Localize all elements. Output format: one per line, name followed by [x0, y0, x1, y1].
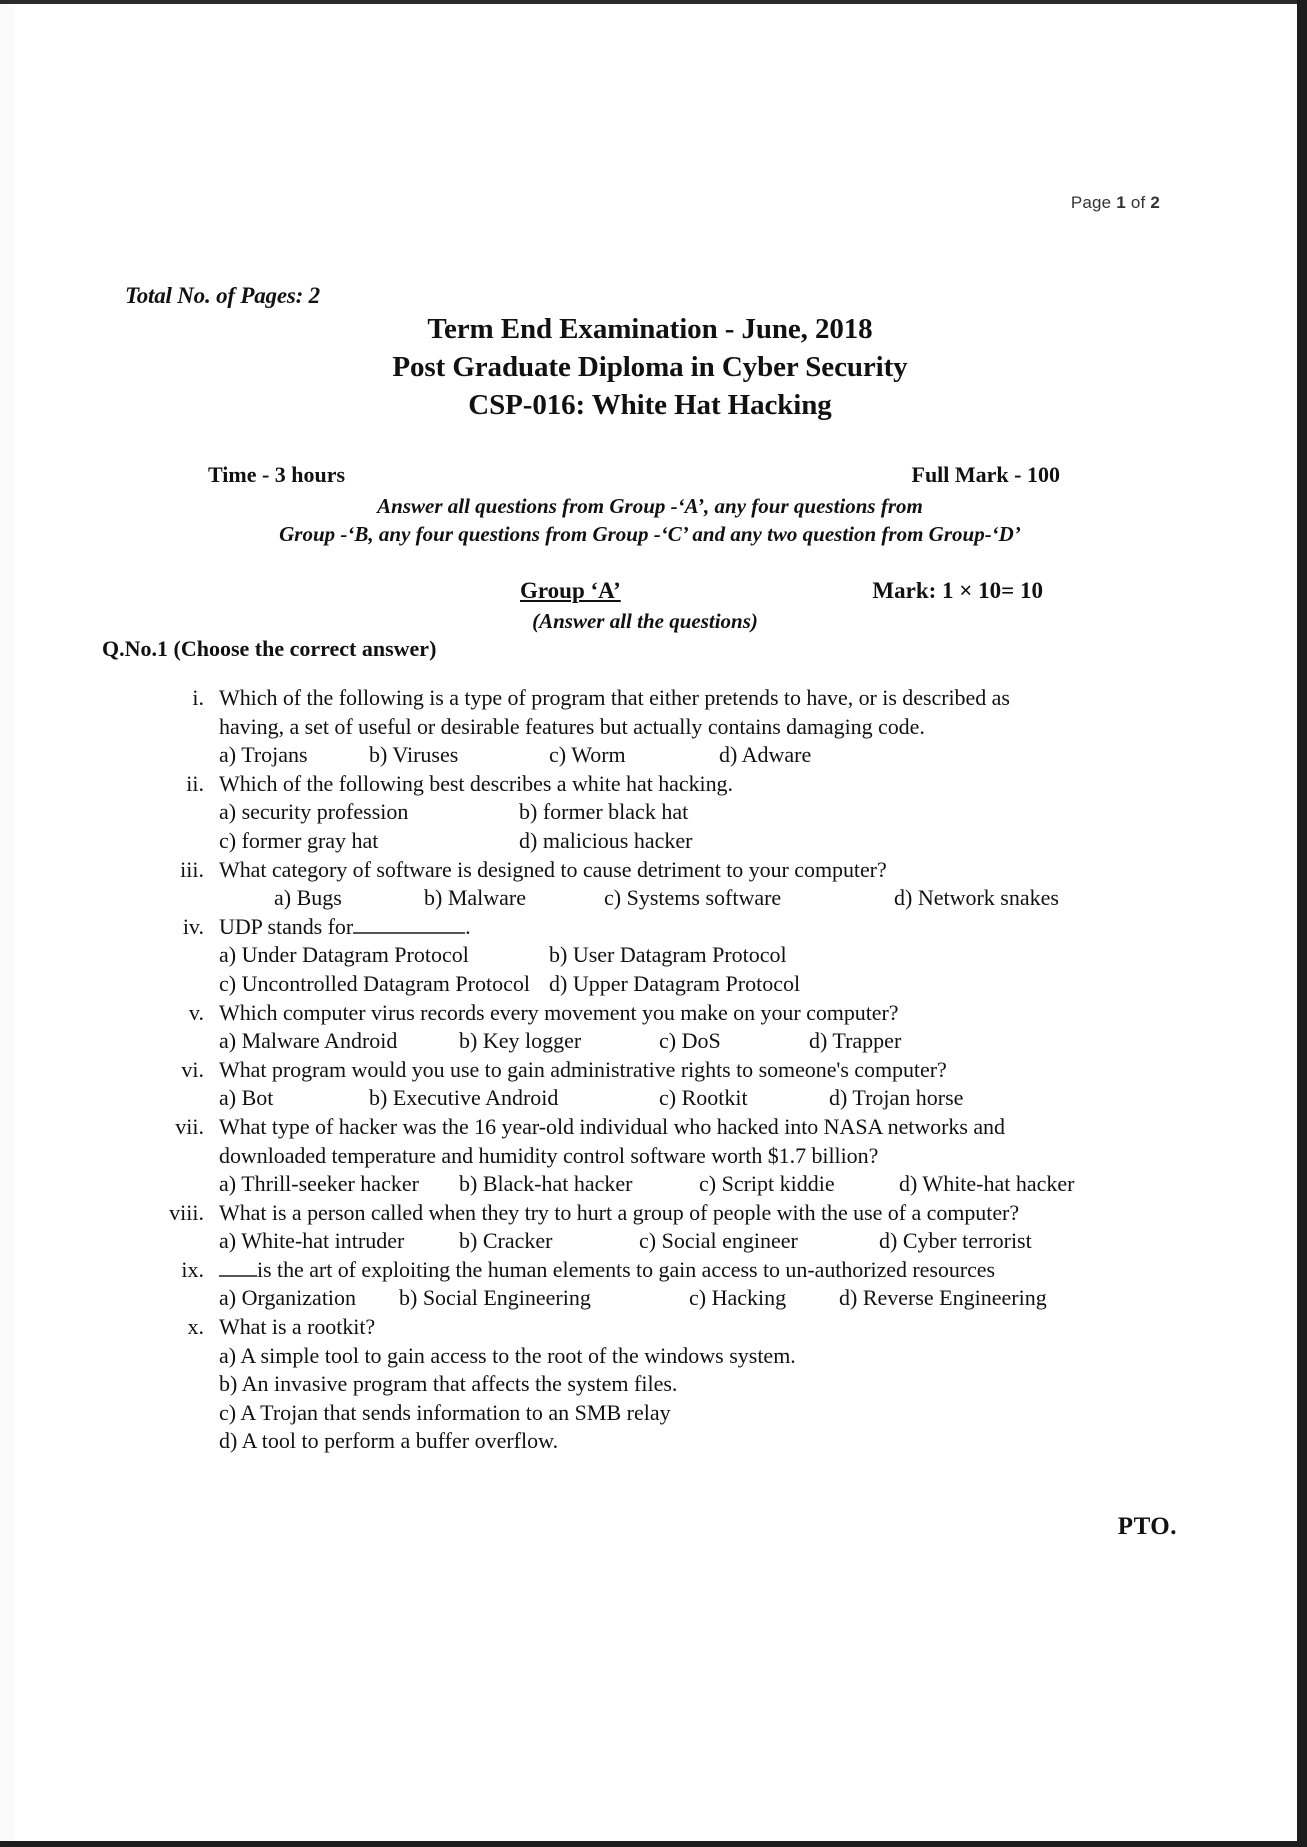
option-iv-c[interactable]: c) Uncontrolled Datagram Protocol: [219, 970, 530, 996]
page-turn-over-note: PTO.: [1117, 1513, 1177, 1540]
option-viii-d[interactable]: d) Cyber terrorist: [879, 1228, 1032, 1254]
question-options-viii: [219, 1227, 1150, 1256]
option-vii-c[interactable]: c) Script kiddie: [699, 1171, 835, 1197]
question-body-viii: [219, 1199, 1150, 1256]
running-header-current-page: 1: [1116, 193, 1126, 212]
running-header-separator: of: [1125, 193, 1151, 212]
question-numeral-ii: ii.: [186, 770, 204, 796]
option-v-a[interactable]: a) Malware Android: [219, 1028, 398, 1054]
exam-full-mark: Full Mark - 100: [911, 462, 1060, 487]
option-ii-c[interactable]: c) former gray hat: [219, 827, 379, 853]
option-iii-a[interactable]: a) Bugs: [274, 885, 342, 911]
question-stem-v: Which computer virus records every movement you make on your computer?: [219, 999, 899, 1025]
question-item-i: [150, 684, 1150, 770]
running-header-page-number: [0, 193, 1160, 213]
option-ix-a[interactable]: a) Organization: [219, 1285, 357, 1311]
option-v-c[interactable]: c) DoS: [659, 1028, 721, 1054]
question-stem-ii: Which of the following best describes a white hat hacking.: [219, 770, 733, 796]
question-stem-ix-text: is the art of exploiting the human elements to gain access to un-authorized resources: [257, 1256, 996, 1282]
question-list: [150, 684, 1150, 1456]
question-body-i: [219, 684, 1150, 770]
option-vi-b[interactable]: b) Executive Android: [369, 1085, 559, 1111]
question-stem-iv-period: .: [465, 913, 471, 939]
option-iii-c[interactable]: c) Systems software: [604, 885, 782, 911]
question-item-iii: [150, 856, 1150, 913]
total-pages-label: Total No. of Pages: 2: [125, 283, 320, 308]
option-ii-a[interactable]: a) security profession: [219, 799, 409, 825]
question-item-viii: [150, 1199, 1150, 1256]
question-numeral-vii: vii.: [175, 1113, 204, 1139]
exam-title-line-2: Post Graduate Diploma in Cyber Security: [392, 351, 908, 383]
option-i-d[interactable]: d) Adware: [719, 742, 812, 768]
instruction-line-1: Answer all questions from Group -‘A’, any four questions from: [377, 494, 923, 518]
answer-blank-iv[interactable]: [353, 913, 465, 934]
option-iv-d[interactable]: d) Upper Datagram Protocol: [549, 970, 801, 996]
question-item-vi: [150, 1056, 1150, 1113]
question-stem-vii-line-2: downloaded temperature and humidity control software worth $1.7 billion?: [219, 1142, 879, 1168]
answer-blank-ix[interactable]: [219, 1258, 257, 1277]
question-body-iii: [219, 856, 1150, 913]
option-i-b[interactable]: b) Viruses: [369, 742, 459, 768]
exam-duration: Time - 3 hours: [208, 462, 346, 487]
question-body-x: [219, 1313, 1150, 1456]
option-vii-d[interactable]: d) White-hat hacker: [899, 1171, 1075, 1197]
exam-title-line-1: Term End Examination - June, 2018: [427, 313, 873, 345]
option-vi-d[interactable]: d) Trojan horse: [829, 1085, 964, 1111]
question-numeral-x: x.: [187, 1314, 204, 1340]
option-ix-d[interactable]: d) Reverse Engineering: [839, 1285, 1047, 1311]
option-i-a[interactable]: a) Trojans: [219, 742, 308, 768]
option-ix-c[interactable]: c) Hacking: [689, 1285, 787, 1311]
question-options-ii-row-1: [219, 798, 1150, 827]
option-x-d[interactable]: d) A tool to perform a buffer overflow.: [219, 1428, 559, 1454]
exam-instructions: [170, 492, 1130, 548]
question-item-vii: [150, 1113, 1150, 1199]
question-stem-iii: What category of software is designed to cause detriment to your computer?: [219, 856, 887, 882]
question-numeral-viii: viii.: [169, 1199, 204, 1225]
question-options-iii: [219, 884, 1150, 913]
option-ii-d[interactable]: d) malicious hacker: [519, 827, 693, 853]
exam-meta-row: [208, 462, 1060, 488]
question-body-v: [219, 999, 1150, 1056]
question-numeral-ix: ix.: [181, 1256, 204, 1282]
option-vii-b[interactable]: b) Black-hat hacker: [459, 1171, 633, 1197]
question-numeral-iv: iv.: [182, 913, 204, 939]
option-x-a[interactable]: a) A simple tool to gain access to the root of the windows system.: [219, 1342, 796, 1368]
option-v-d[interactable]: d) Trapper: [809, 1028, 902, 1054]
question-stem-i-line-2: having, a set of useful or desirable features but actually contains damaging code.: [219, 713, 925, 739]
question-stem-ix: [219, 1256, 1150, 1285]
option-vii-a[interactable]: a) Thrill-seeker hacker: [219, 1171, 419, 1197]
question-item-x: [150, 1313, 1150, 1456]
instruction-line-2: Group -‘B, any four questions from Group -‘C’ and any two question from Group-‘D’: [279, 522, 1021, 546]
question-item-ii: [150, 770, 1150, 856]
question-options-v: [219, 1027, 1150, 1056]
question-stem-x: What is a rootkit?: [219, 1314, 376, 1340]
question-body-ii: [219, 770, 1150, 856]
option-vi-a[interactable]: a) Bot: [219, 1085, 274, 1111]
running-header-prefix: Page: [1070, 193, 1117, 212]
question-stem-vii-line-1: What type of hacker was the 16 year-old individual who hacked into NASA networks and: [219, 1113, 1005, 1139]
question-item-ix: [150, 1256, 1150, 1313]
question-numeral-v: v.: [188, 999, 204, 1025]
option-iii-b[interactable]: b) Malware: [424, 885, 527, 911]
question-options-iv-row-1: [219, 941, 1150, 970]
exam-title-line-3: CSP-016: White Hat Hacking: [468, 389, 832, 421]
option-x-b[interactable]: b) An invasive program that affects the system files.: [219, 1371, 678, 1397]
group-a-subtitle: (Answer all the questions): [532, 609, 758, 633]
option-viii-b[interactable]: b) Cracker: [459, 1228, 553, 1254]
question-stem-viii: What is a person called when they try to hurt a group of people with the use of a computer?: [219, 1199, 1020, 1225]
question-stem-vi: What program would you use to gain administrative rights to someone's computer?: [219, 1056, 947, 1082]
question-options-iv-row-2: [219, 970, 1150, 999]
question-numeral-vi: vi.: [181, 1056, 204, 1082]
question-body-ix: [219, 1256, 1150, 1313]
question-body-vii: [219, 1113, 1150, 1199]
question-item-v: [150, 999, 1150, 1056]
question-number-heading: Q.No.1 (Choose the correct answer): [102, 636, 437, 661]
question-options-vii: [219, 1170, 1150, 1199]
group-a-title: Group ‘A’: [520, 578, 621, 603]
question-options-ix: [219, 1284, 1150, 1313]
option-ix-b[interactable]: b) Social Engineering: [399, 1285, 591, 1311]
option-iv-b[interactable]: b) User Datagram Protocol: [549, 942, 787, 968]
option-viii-c[interactable]: c) Social engineer: [639, 1228, 798, 1254]
question-options-ii-row-2: [219, 827, 1150, 856]
question-numeral-iii: iii.: [180, 856, 204, 882]
question-options-vi: [219, 1084, 1150, 1113]
scan-edge-right: [1297, 0, 1307, 1847]
question-stem-iv: [219, 913, 1150, 942]
question-stem-i-line-1: Which of the following is a type of program that either pretends to have, or is described as: [219, 685, 1010, 710]
option-iv-a[interactable]: a) Under Datagram Protocol: [219, 942, 469, 968]
exam-title-block: [170, 310, 1130, 424]
option-vi-c[interactable]: c) Rootkit: [659, 1085, 748, 1111]
question-stem-iv-text: UDP stands for: [219, 913, 354, 939]
option-viii-a[interactable]: a) White-hat intruder: [219, 1228, 405, 1254]
question-options-i: [219, 741, 1150, 770]
option-iii-d[interactable]: d) Network snakes: [894, 885, 1059, 911]
question-item-iv: [150, 913, 1150, 999]
option-ii-b[interactable]: b) former black hat: [519, 799, 689, 825]
question-body-vi: [219, 1056, 1150, 1113]
option-i-c[interactable]: c) Worm: [549, 742, 626, 768]
question-numeral-i: i.: [192, 685, 204, 710]
running-header-total-pages: 2: [1150, 193, 1160, 212]
option-v-b[interactable]: b) Key logger: [459, 1028, 582, 1054]
group-a-mark: Mark: 1 × 10= 10: [872, 578, 1043, 603]
question-body-iv: [219, 913, 1150, 999]
option-x-c[interactable]: c) A Trojan that sends information to an SMB relay: [219, 1399, 671, 1425]
